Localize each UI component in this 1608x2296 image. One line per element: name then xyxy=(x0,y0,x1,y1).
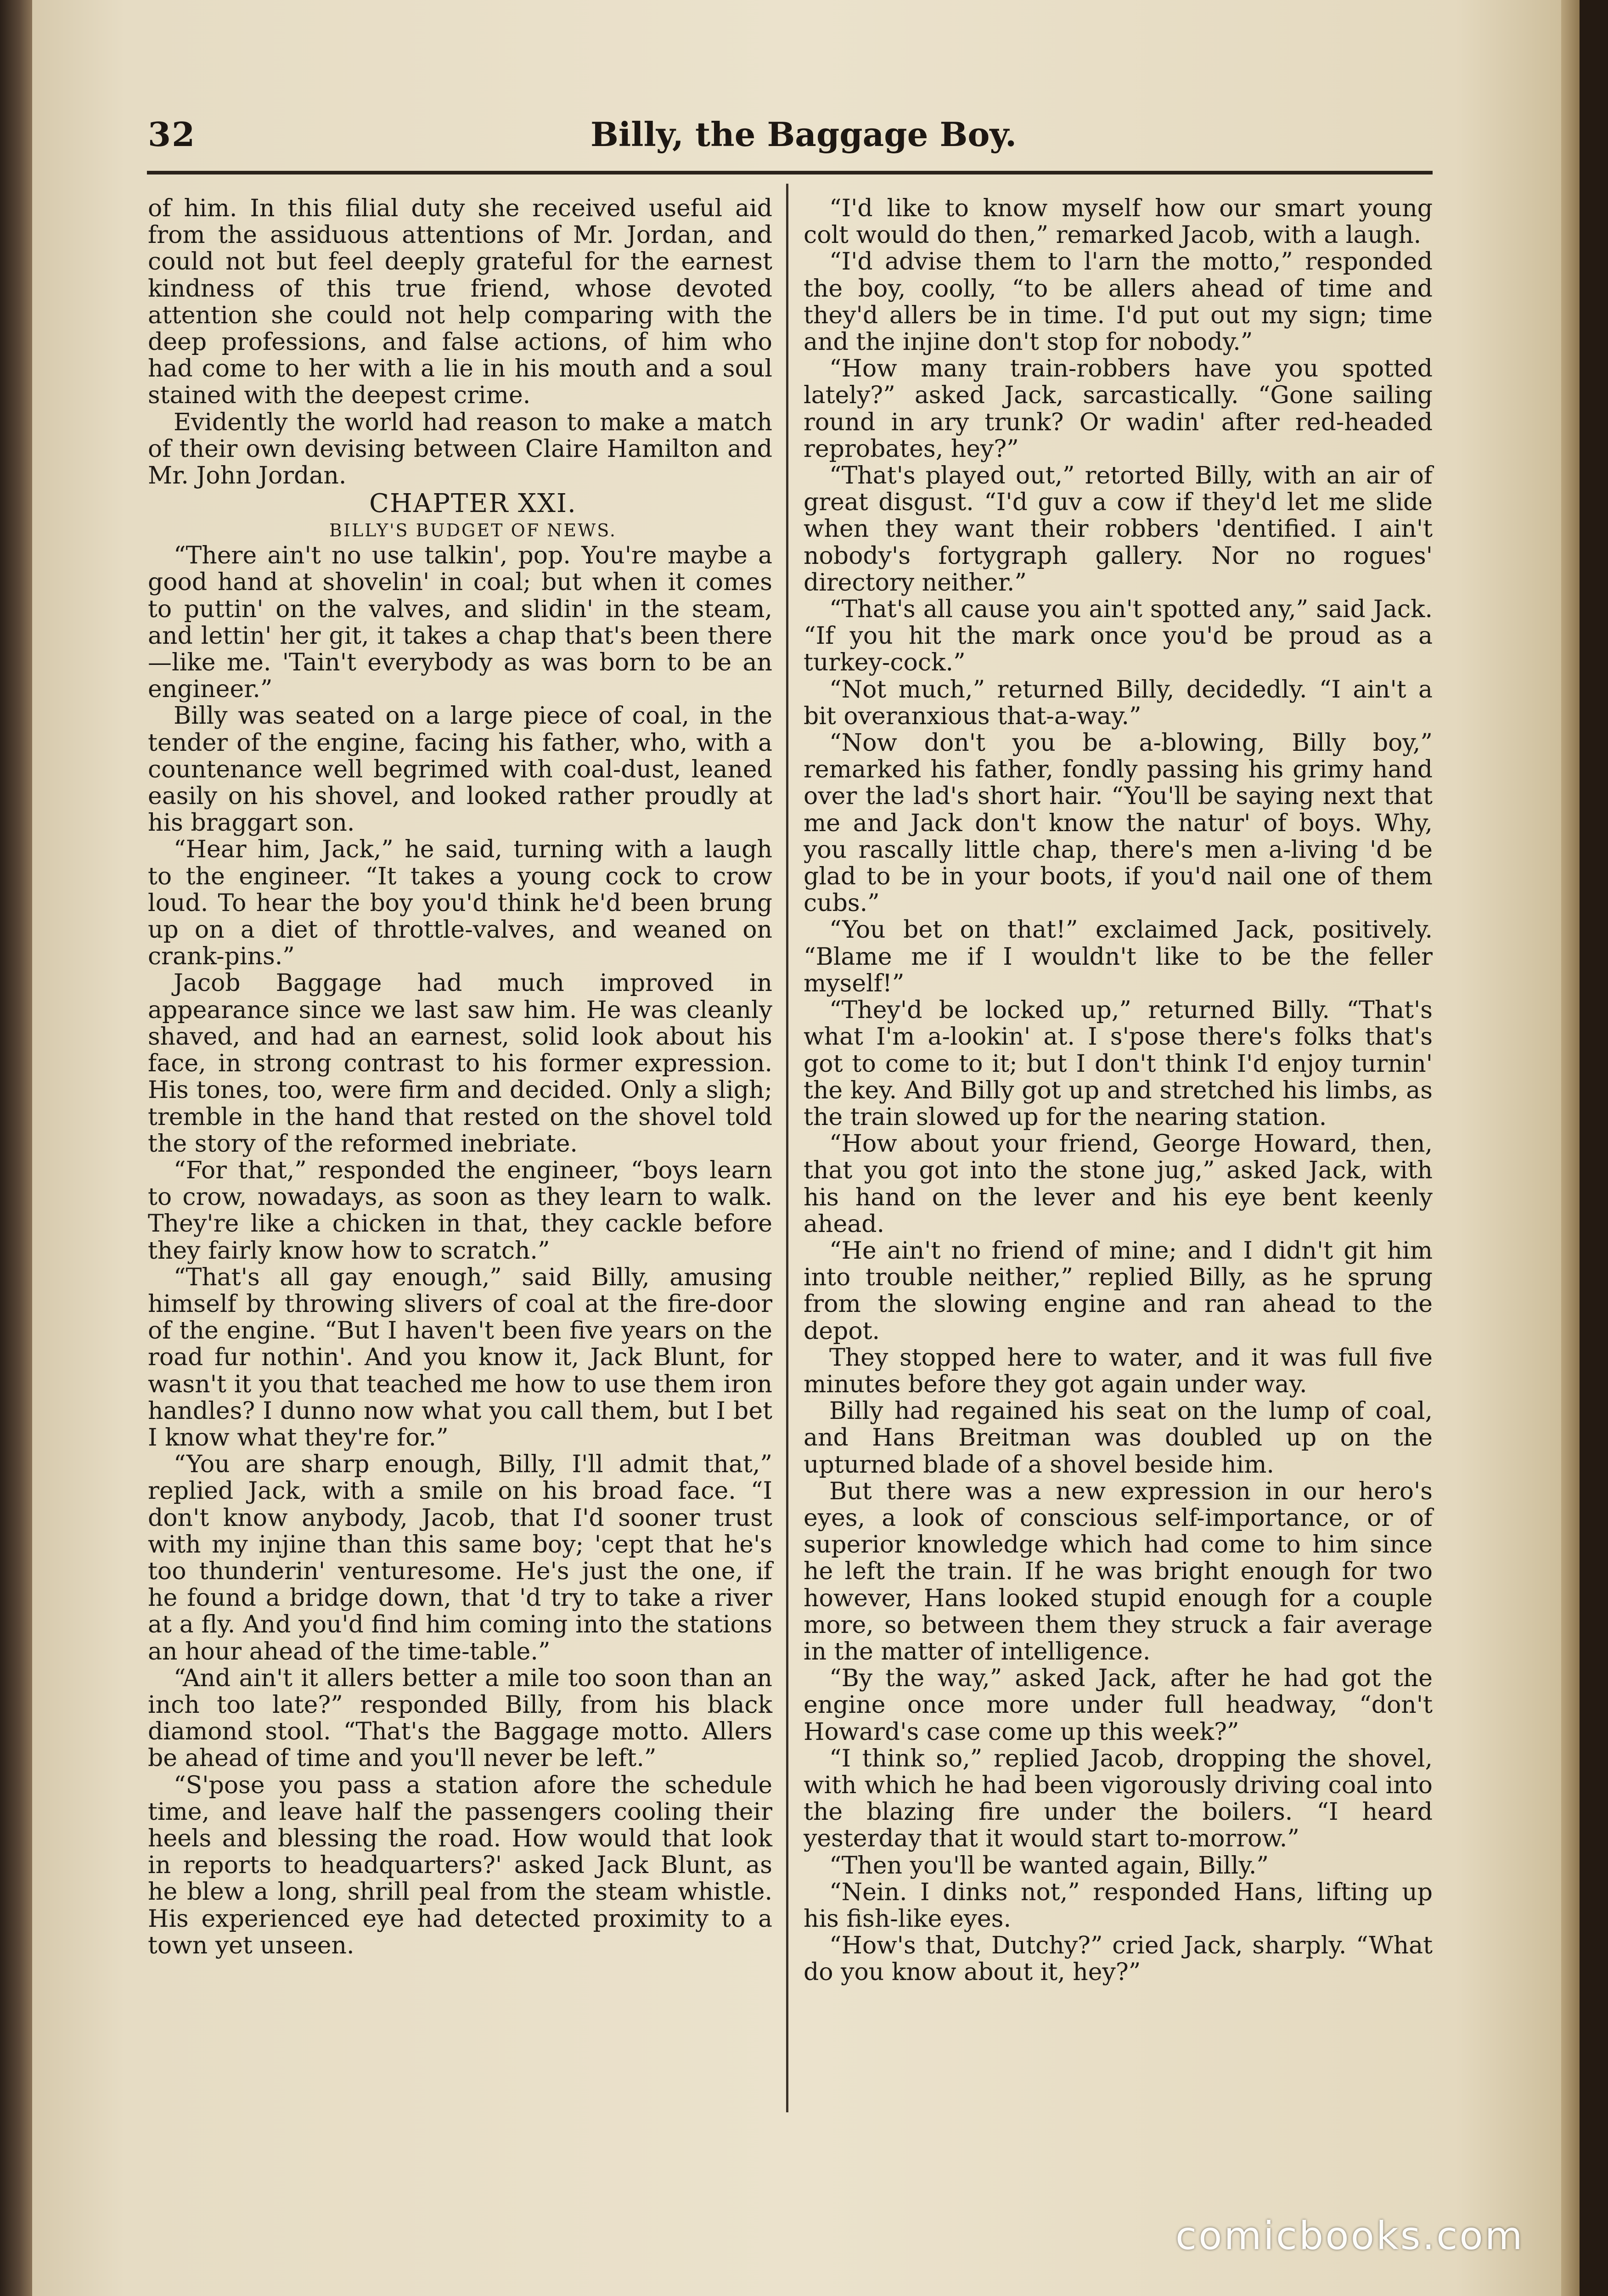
paragraph: “He ain't no friend of mine; and I didn't git him into trouble neither,” replied Billy, as he sprung from the slowing engine and ran ahead to the depot. xyxy=(804,1237,1433,1345)
paragraph: “That's played out,” retorted Billy, with an air of great disgust. “I'd guv a cow if they'd let me slide when they want their robbers 'dentified. I ain't nobody's fortygraph gallery. Nor no rogues' directory neither.” xyxy=(804,462,1433,597)
paragraph: “There ain't no use talkin', pop. You're maybe a good hand at shovelin' in coal; but when it comes to puttin' on the valves, and slidin' in the steam, and lettin' her git, it takes a chap that's been there—like me. 'Tain't everybody as was born to be an engineer.” xyxy=(148,542,772,703)
paragraph: “That's all gay enough,” said Billy, amusing himself by throwing slivers of coal at the fire-door of the engine. “But I haven't been five years on the road fur nothin'. And you know it, Jack Blunt, for wasn't it you that teached me how to use them iron handles? I dunno now what you call them, but I bet I know what they're for.” xyxy=(148,1263,772,1452)
left-column xyxy=(148,195,772,1959)
header-rule xyxy=(147,171,1433,174)
paragraph: “You bet on that!” exclaimed Jack, positively. “Blame me if I wouldn't like to be the feller myself!” xyxy=(804,916,1433,997)
paragraph: “Hear him, Jack,” he said, turning with a laugh to the engineer. “It takes a young cock to crow loud. To hear the boy you'd think he'd been brung up on a diet of throttle-valves, and weaned on crank-pins.” xyxy=(148,836,772,971)
page-number: 32 xyxy=(148,115,196,154)
running-title: Billy, the Baggage Boy. xyxy=(590,115,1017,154)
paragraph: “For that,” responded the engineer, “boys learn to crow, nowadays, as soon as they learn to walk. They're like a chicken in that, they cackle before they fairly know how to scratch.” xyxy=(148,1156,772,1265)
paragraph: “They'd be locked up,” returned Billy. “That's what I'm a-lookin' at. I s'pose there's folks that's got to come to it; but I don't think I'd enjoy turnin' the key. And Billy got up and stretched his limbs, as the train slowed up for the nearing station. xyxy=(804,996,1433,1131)
paragraph: “That's all cause you ain't spotted any,” said Jack. “If you hit the mark once you'd be proud as a turkey-cock.” xyxy=(804,596,1433,677)
paragraph: “And ain't it allers better a mile too soon than an inch too late?” responded Billy, from his black diamond stool. “That's the Baggage motto. Allers be ahead of time and you'll never be left.” xyxy=(148,1664,772,1773)
paragraph: “You are sharp enough, Billy, I'll admit that,” replied Jack, with a smile on his broad face. “I don't know anybody, Jacob, that I'd sooner trust with my injine than this same boy; 'cept that he's too thunderin' venturesome. He's just the one, if he found a bridge down, that 'd try to take a river at a fly. And you'd find him coming into the stations an hour ahead of the time-table.” xyxy=(148,1451,772,1666)
paragraph: “Not much,” returned Billy, decidedly. “I ain't a bit overanxious that-a-way.” xyxy=(804,675,1433,730)
paragraph: “Now don't you be a-blowing, Billy boy,” remarked his father, fondly passing his grimy hand over the lad's short hair. “You'll be saying next that me and Jack don't know the natur' of boys. Why, you rascally little chap, there's men a-living 'd be glad to be in your boots, if you'd nail one of them cubs.” xyxy=(804,729,1433,917)
paragraph: But there was a new expression in our hero's eyes, a look of conscious self-importance, or of superior knowledge which had come to him since he left the train. If he was bright enough for two however, Hans looked stupid enough for a couple more, so between them they struck a fair average in the matter of intelligence. xyxy=(804,1477,1433,1666)
paragraph: Jacob Baggage had much improved in appearance since we last saw him. He was cleanly shaved, and had an earnest, solid look about his face, in strong contrast to his former expression. His tones, too, were firm and decided. Only a sligh; tremble in the hand that rested on the shovel told the story of the reformed inebriate. xyxy=(148,969,772,1158)
paragraph: of him. In this filial duty she received useful aid from the assiduous attentions of Mr. Jordan, and could not but feel deeply grateful for the earnest kindness of this true friend, whose devoted attention she could not help comparing with the deep professions, and false actions, of him who had come to her with a lie in his mouth and a soul stained with the deepest crime. xyxy=(148,195,772,410)
right-column xyxy=(804,195,1433,1986)
paragraph: Billy had regained his seat on the lump of coal, and Hans Breitman was doubled up on the upturned blade of a shovel beside him. xyxy=(804,1397,1433,1479)
paragraph: “Nein. I dinks not,” responded Hans, lifting up his fish-like eyes. xyxy=(804,1878,1433,1933)
scan-right-strip xyxy=(1580,0,1608,2296)
chapter-heading: CHAPTER XXI. xyxy=(369,489,577,519)
paragraph: “How about your friend, George Howard, then, that you got into the stone jug,” asked Jack, with his hand on the lever and his eye bent keenly ahead. xyxy=(804,1130,1433,1238)
paragraph: They stopped here to water, and it was full five minutes before they got again under way. xyxy=(804,1344,1433,1398)
paragraph: “S'pose you pass a station afore the schedule time, and leave half the passengers cooling their heels and blessing the road. How would that look in reports to headquarters?' asked Jack Blunt, as he blew a long, shrill peal from the steam whistle. His experienced eye had detected proximity to a town yet unseen. xyxy=(148,1771,772,1959)
paragraph: “I think so,” replied Jacob, dropping the shovel, with which he had been vigorously driving coal into the blazing fire under the boilers. “I heard yesterday that it would start to-morrow.” xyxy=(804,1745,1433,1853)
column-divider xyxy=(786,184,788,2112)
paragraph: “How many train-robbers have you spotted lately?” asked Jack, sarcastically. “Gone sailing round in ary trunk? Or wadin' after red-headed reprobates, hey?” xyxy=(804,355,1433,463)
paragraph: “Then you'll be wanted again, Billy.” xyxy=(829,1851,1269,1880)
chapter-subtitle: BILLY'S BUDGET OF NEWS. xyxy=(329,520,617,541)
site-watermark: comicbooks.com xyxy=(1175,2213,1524,2258)
paragraph: “I'd advise them to l'arn the motto,” responded the boy, coolly, “to be allers ahead of time and they'd allers be in time. I'd put out my sign; time and the injine don't stop for nobody.” xyxy=(804,248,1433,356)
paragraph: “How's that, Dutchy?” cried Jack, sharply. “What do you know about it, hey?” xyxy=(804,1932,1433,1986)
paragraph: “I'd like to know myself how our smart young colt would do then,” remarked Jacob, with a laugh. xyxy=(804,195,1433,249)
page-left-edge xyxy=(0,0,32,2296)
paragraph: Evidently the world had reason to make a match of their own devising between Claire Hamilton and Mr. John Jordan. xyxy=(148,408,772,490)
paragraph: Billy was seated on a large piece of coal, in the tender of the engine, facing his father, who, with a countenance well begrimed with coal-dust, leaned easily on his shovel, and looked rather proudly at his braggart son. xyxy=(148,702,772,837)
paragraph: “By the way,” asked Jack, after he had got the engine once more under full headway, “don't Howard's case come up this week?” xyxy=(804,1665,1433,1746)
